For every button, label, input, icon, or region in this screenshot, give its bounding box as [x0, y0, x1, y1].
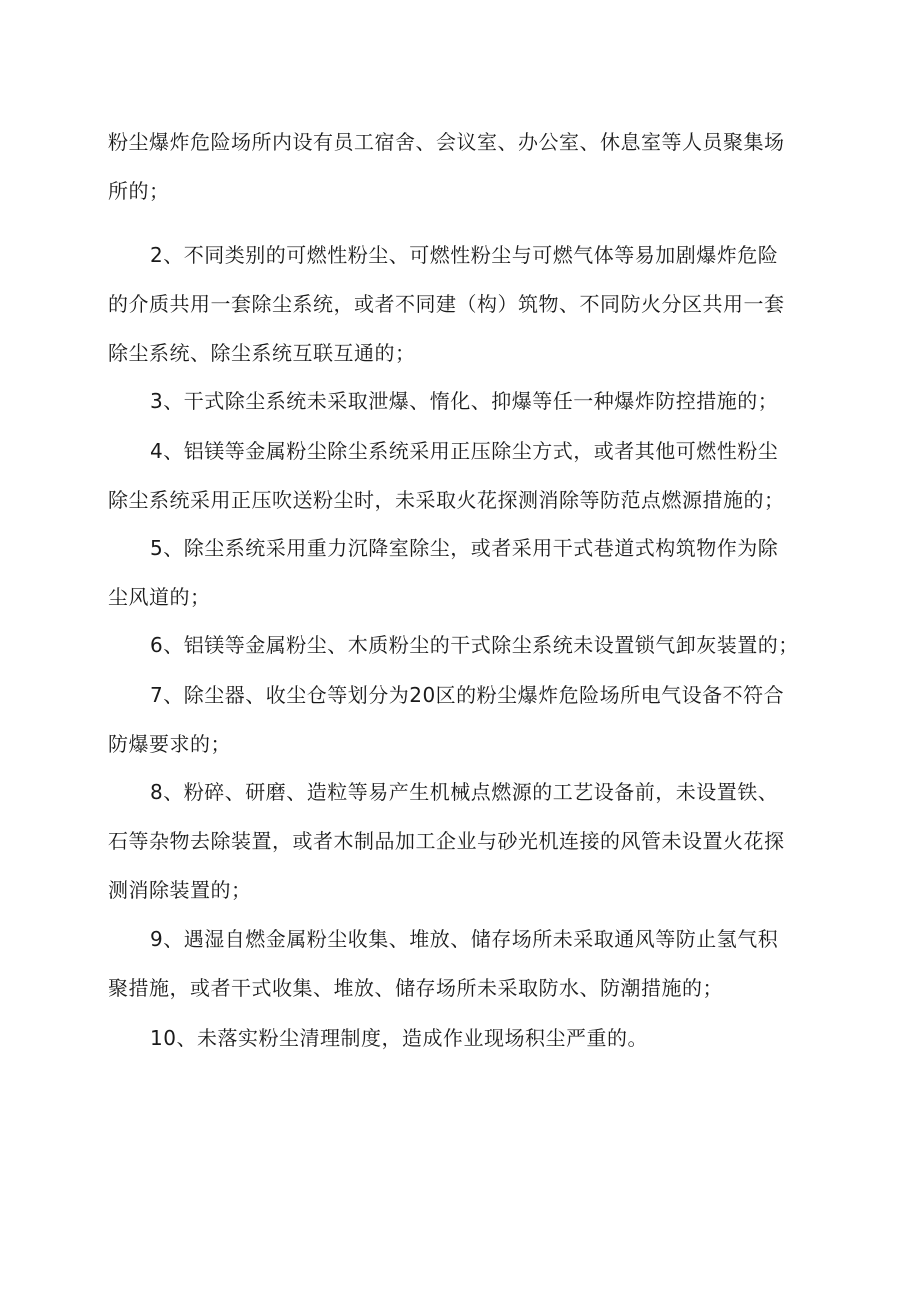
- paragraph-line: 粉尘爆炸危险场所内设有员工宿舍、会议室、办公室、休息室等人员聚集场: [108, 130, 785, 154]
- list-item-4-line: 4、铝镁等金属粉尘除尘系统采用正压除尘方式，或者其他可燃性粉尘: [150, 439, 779, 463]
- list-item-8-line: 测消除装置的；: [108, 878, 252, 902]
- list-item-2-line: 除尘系统、除尘系统互联互通的；: [108, 341, 416, 365]
- paragraph-line: 所的；: [108, 179, 170, 203]
- list-item-5-line: 尘风道的；: [108, 585, 211, 609]
- list-item-9-line: 聚措施，或者干式收集、堆放、储存场所未采取防水、防潮措施的；: [108, 976, 723, 1000]
- list-item-3-line: 3、干式除尘系统未采取泄爆、惰化、抑爆等任一种爆炸防控措施的；: [150, 389, 779, 413]
- list-item-7-line: 防爆要求的；: [108, 732, 231, 756]
- list-item-6-line: 6、铝镁等金属粉尘、木质粉尘的干式除尘系统未设置锁气卸灰装置的；: [150, 633, 799, 657]
- list-item-9-line: 9、遇湿自燃金属粉尘收集、堆放、储存场所未采取通风等防止氢气积: [150, 927, 779, 951]
- list-item-7-line: 7、除尘器、收尘仓等划分为20区的粉尘爆炸危险场所电气设备不符合: [150, 683, 785, 707]
- list-item-8-line: 石等杂物去除装置，或者木制品加工企业与砂光机连接的风管未设置火花探: [108, 829, 785, 853]
- list-item-8-line: 8、粉碎、研磨、造粒等易产生机械点燃源的工艺设备前，未设置铁、: [150, 780, 779, 804]
- list-item-4-line: 除尘系统采用正压吹送粉尘时，未采取火花探测消除等防范点燃源措施的；: [108, 488, 785, 512]
- list-item-5-line: 5、除尘系统采用重力沉降室除尘，或者采用干式巷道式构筑物作为除: [150, 536, 779, 560]
- list-item-10-line: 10、未落实粉尘清理制度，造成作业现场积尘严重的。: [150, 1026, 648, 1050]
- list-item-2-line: 2、不同类别的可燃性粉尘、可燃性粉尘与可燃气体等易加剧爆炸危险: [150, 243, 779, 267]
- list-item-2-line: 的介质共用一套除尘系统，或者不同建（构）筑物、不同防火分区共用一套: [108, 292, 785, 316]
